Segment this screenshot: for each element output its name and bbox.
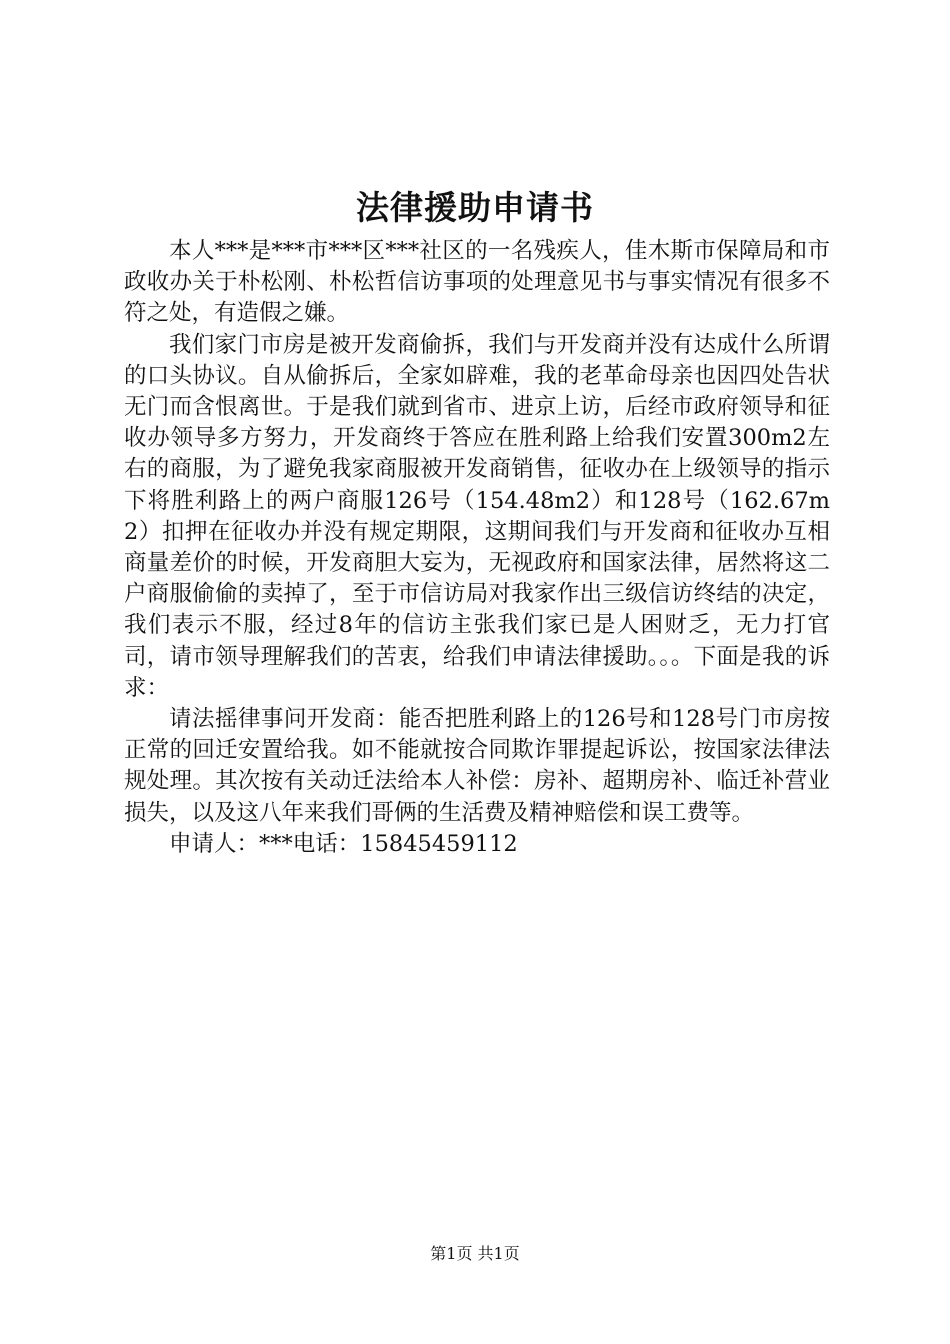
document-title: 法律援助申请书 (356, 188, 594, 227)
paragraph-applicant: 申请人：***电话：15845459112 (169, 830, 518, 857)
page-footer: 第1页 共1页 (430, 1244, 520, 1263)
paragraph-background: 我们家门市房是被开发商偷拆，我们与开发商并没有达成什么所谓的口头协议。自从偷拆后，全家如辟难，我的老革命母亲也因四处告状无门而含恨离世。于是我们就到省市、进京上访，后经市政府领导和征收办领导多方努力，开发商终于答应在胜利路上给我们安置300m2左右的商服，为了避免我家商服被开发商销售，征收办在上级领导的指示下将胜利路上的两户商服126号（154.48m2）和128号（162.67m2）扣押在征收办并没有规定期限，这期间我们与开发商和征收办互相商量差价的时候，开发商胆大妄为，无视政府和国家法律，居然将这二户商服偷偷的卖掉了，至于市信访局对我家作出三级信访终结的决定，我们表示不服，经过8年的信访主张我们家已是人困财乏，无力打官司，请市领导理解我们的苦衷，给我们申请法律援助。。。下面是我的诉求： (124, 331, 830, 701)
paragraph-requests: 请法摇律事问开发商：能否把胜利路上的126号和128号门市房按正常的回迁安置给我。如不能就按合同欺诈罪提起诉讼，按国家法律法规处理。其次按有关动迁法给本人补偿：房补、超期房补、临迁补营业损失，以及这八年来我们哥俩的生活费及精神赔偿和误工费等。 (124, 706, 830, 826)
document-body (124, 236, 830, 860)
paragraph-intro: 本人***是***市***区***社区的一名残疾人，佳木斯市保障局和市政收办关于朴松刚、朴松哲信访事项的处理意见书与事实情况有很多不符之处，有造假之嫌。 (124, 238, 830, 327)
